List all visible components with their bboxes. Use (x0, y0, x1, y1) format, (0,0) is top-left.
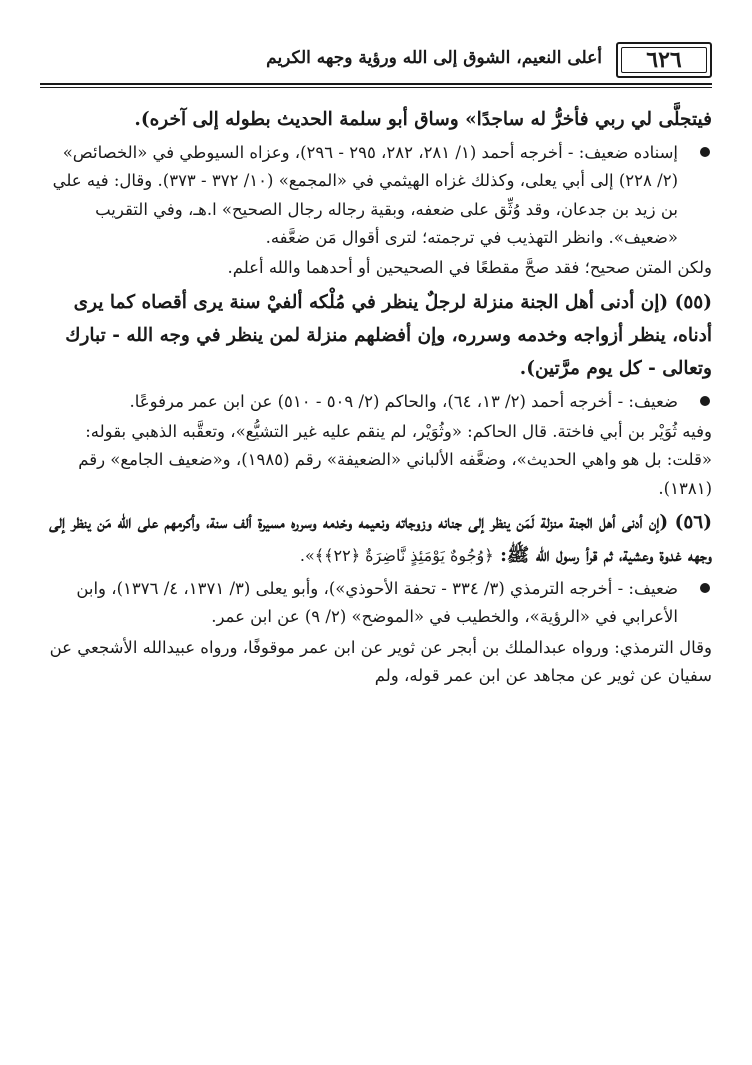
bullet-icon (700, 147, 710, 157)
takhrij-note-2-text: ضعيف: - أخرجه أحمد (٢/ ١٣، ٦٤)، والحاكم (٢/ ٥٠٩ - ٥١٠) عن ابن عمر مرفوعًا. (129, 391, 678, 411)
header-rule (40, 83, 712, 85)
takhrij-note-1-text: إسناده ضعيف: - أخرجه أحمد (١/ ٢٨١، ٢٨٢، ٢٩٥ - ٢٩٦)، وعزاه السيوطي في «الخصائص» (٢/ ٢٢٨) إلى أبي يعلى، وكذلك غزاه الهيثمي في «المجمع» (١٠/ ٣٧٢ - ٣٧٣). وقال: فيه علي بن زيد بن جدعان، وقد وُثِّق على ضعفه، وبقية رجاله رجال الصحيح» ا.هـ، وفي التقريب «ضعيف». وانظر التهذيب في ترجمته؛ لترى أقوال مَن ضعَّفه. (52, 142, 678, 248)
running-title: أعلى النعيم، الشوق إلى الله ورؤية وجهه الكريم (266, 48, 602, 68)
page-number: ٦٢٦ (646, 47, 682, 73)
takhrij-note-2 (40, 388, 712, 416)
hadith-55: (٥٥) (إن أدنى أهل الجنة منزلة لرجلٌ ينظر في مُلْكه ألفيْ سنة يرى أقصاه كما يرى أدناه، ينظر أزواجه وخدمه وسرره، وإن أفضلهم منزلة لمن ينظر في وجه الله - تبارك وتعالى - كل يوم مرَّتين). (65, 291, 712, 379)
takhrij-note-3-text: ضعيف: - أخرجه الترمذي (٣/ ٣٣٤ - تحفة الأحوذي»)، وأبو يعلى (٣/ ١٣٧١، ٤/ ١٣٧٦)، وابن الأعرابي في «الرؤية»، والخطيب في «الموضح» (٢/ ٩) عن ابن عمر. (76, 578, 678, 627)
takhrij-note-1-extra: ولكن المتن صحيح؛ فقد صحَّ مقطعًا في الصحيحين أو أحدهما والله أعلم. (227, 258, 712, 278)
hadith-56 (40, 507, 712, 573)
bullet-icon (700, 396, 710, 406)
running-header (40, 38, 712, 84)
takhrij-note-3 (40, 575, 712, 632)
quran-verse: ﴿وُجُوهٌ يَوْمَئِذٍ نَّاضِرَةٌ ﴿٢٢﴾﴾». (299, 545, 494, 565)
page-body (40, 104, 712, 690)
hadith-56-text: (٥٦) (إن أدنى أهل الجنة منزلة لَمَن ينظر إلى جنانه وزوجاته ونعيمه وخدمه وسرره مسيرة ألف سنة، وأكرمهم على الله مَن ينظر إلى وجهه غدوة وعشية، ثم قرأ رسول الله ﷺ: (49, 512, 712, 566)
takhrij-note-3-extra: وقال الترمذي: ورواه عبدالملك بن أبجر عن ثوير عن ابن عمر موقوفًا، ورواه عبيدالله الأشجعي عن سفيان عن ثوير عن مجاهد عن ابن عمر قوله، ولم (49, 637, 712, 686)
takhrij-note-2-extra: وفيه ثُوَيْر بن أبي فاختة. قال الحاكم: «وثُوَيْر، لم ينقم عليه غير التشيُّع»، وتعقَّبه الذهبي بقوله: «قلت: بل هو واهي الحديث»، وضعَّفه الألباني «الضعيفة» رقم (١٩٨٥)، و«ضعيف الجامع» رقم (١٣٨١). (78, 421, 712, 498)
continued-hadith-text: فيتجلَّى لي ربي فأخرُّ له ساجدًا» وساق أبو سلمة الحديث بطوله إلى آخره). (134, 109, 712, 130)
page-number-box (616, 42, 712, 78)
bullet-icon (700, 583, 710, 593)
takhrij-note-1 (40, 139, 712, 253)
